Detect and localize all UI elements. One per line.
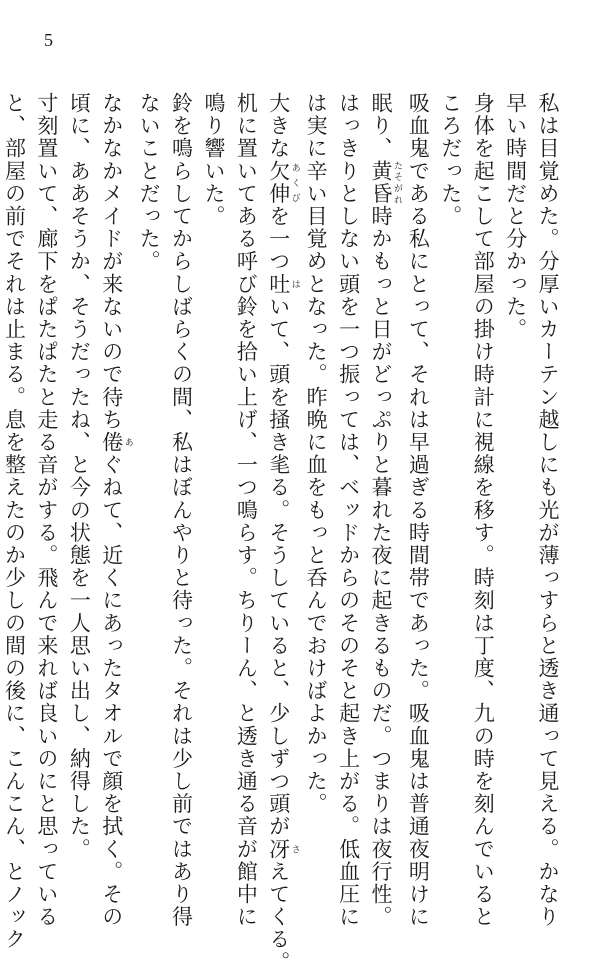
text-line [467, 92, 499, 929]
text-segment: ないことだった。 [137, 92, 162, 273]
text-segment: はっきりとしない頭を一つ振っては、ベッドからのそのそと起き上がる。低血圧に [336, 92, 361, 929]
text-segment: 身体を起こして部屋の掛け時計に視線を移す。時刻は丁度、九の時を刻んでいると [471, 92, 496, 929]
text-line [133, 92, 165, 832]
ruby-reading: は [289, 272, 300, 296]
text-line [365, 92, 402, 929]
vertical-text-body [2, 92, 564, 973]
text-segment: 大きな [266, 92, 291, 160]
text-segment: えてくる。 [266, 860, 291, 973]
text-line [332, 92, 364, 929]
ruby-annotation [266, 159, 300, 206]
text-segment: ころだった。 [438, 92, 463, 228]
ruby-reading: たそがれ [391, 159, 402, 205]
text-segment: ぐねて、近くにあったタオルで顔を拭く。その [99, 453, 124, 929]
text-segment: 鳴り響いた。 [201, 92, 226, 228]
ruby-annotation [99, 431, 133, 454]
ruby-annotation [266, 272, 300, 296]
text-segment: なかなかメイドが来ないので待ち [99, 92, 124, 431]
ruby-annotation [266, 837, 300, 861]
text-line [300, 92, 332, 832]
ruby-annotation [368, 159, 402, 206]
text-line [230, 92, 262, 929]
text-line [262, 92, 300, 973]
ruby-base: 倦 [99, 431, 124, 454]
text-segment: 寸刻置いて、廊下をぱたぱたと走る音がする。飛んで来れば良いのにと思っている [34, 92, 59, 929]
text-line [165, 92, 197, 929]
text-line [532, 92, 564, 929]
ruby-reading: さ [289, 837, 300, 861]
ruby-base: 吐 [266, 272, 291, 296]
text-segment: 吸血鬼である私にとって、それは早過ぎる時間帯であった。吸血鬼は普通夜明けに [406, 92, 431, 929]
text-line [63, 92, 95, 861]
text-segment: は実に辛い目覚めとなった。昨晩に血をもっと呑んでおけばよかった。 [304, 92, 329, 816]
text-segment: 頃に、ああそうか、そうだったね、と今の状態を一人思い出し、納得した。 [67, 92, 92, 861]
ruby-reading: あ [122, 431, 133, 454]
page-number: 5 [44, 30, 53, 50]
text-segment: 机に置いてある呼び鈴を拾い上げ、一つ鳴らす。ちりーん、と透き通る音が館中に [234, 92, 259, 929]
ruby-base: 黄昏 [368, 159, 393, 206]
text-line [499, 92, 531, 832]
text-segment: を一つ [266, 205, 291, 273]
text-line [31, 92, 63, 929]
text-segment: 私は目覚めた。分厚いカーテン越しにも光が薄っすらと透き通って見える。かなり [536, 92, 560, 929]
ruby-base: 欠伸 [266, 159, 291, 206]
text-segment: 眠り、 [368, 92, 393, 160]
text-segment: と、部屋の前でそれは止まる。息を整えたのか少しの間の後に、こんこん、とノック [2, 92, 27, 951]
text-line [95, 92, 133, 929]
text-segment: いて、頭を掻き毟る。そうしていると、少しずつ頭が [266, 295, 291, 838]
ruby-reading: あくび [289, 159, 300, 206]
text-line [0, 92, 31, 951]
text-line [198, 92, 230, 832]
text-segment: 時かもっと日がどっぷりと暮れた夜に起きるものだ。つまりは夜行性。 [368, 205, 393, 929]
text-line [402, 92, 434, 929]
text-line [434, 92, 466, 832]
text-segment: 早い時間だと分かった。 [503, 92, 528, 341]
ruby-base: 冴 [266, 837, 291, 861]
text-segment: 鈴を鳴らしてからしばらくの間、私はぼんやりと待った。それは少し前ではあり得 [169, 92, 194, 929]
